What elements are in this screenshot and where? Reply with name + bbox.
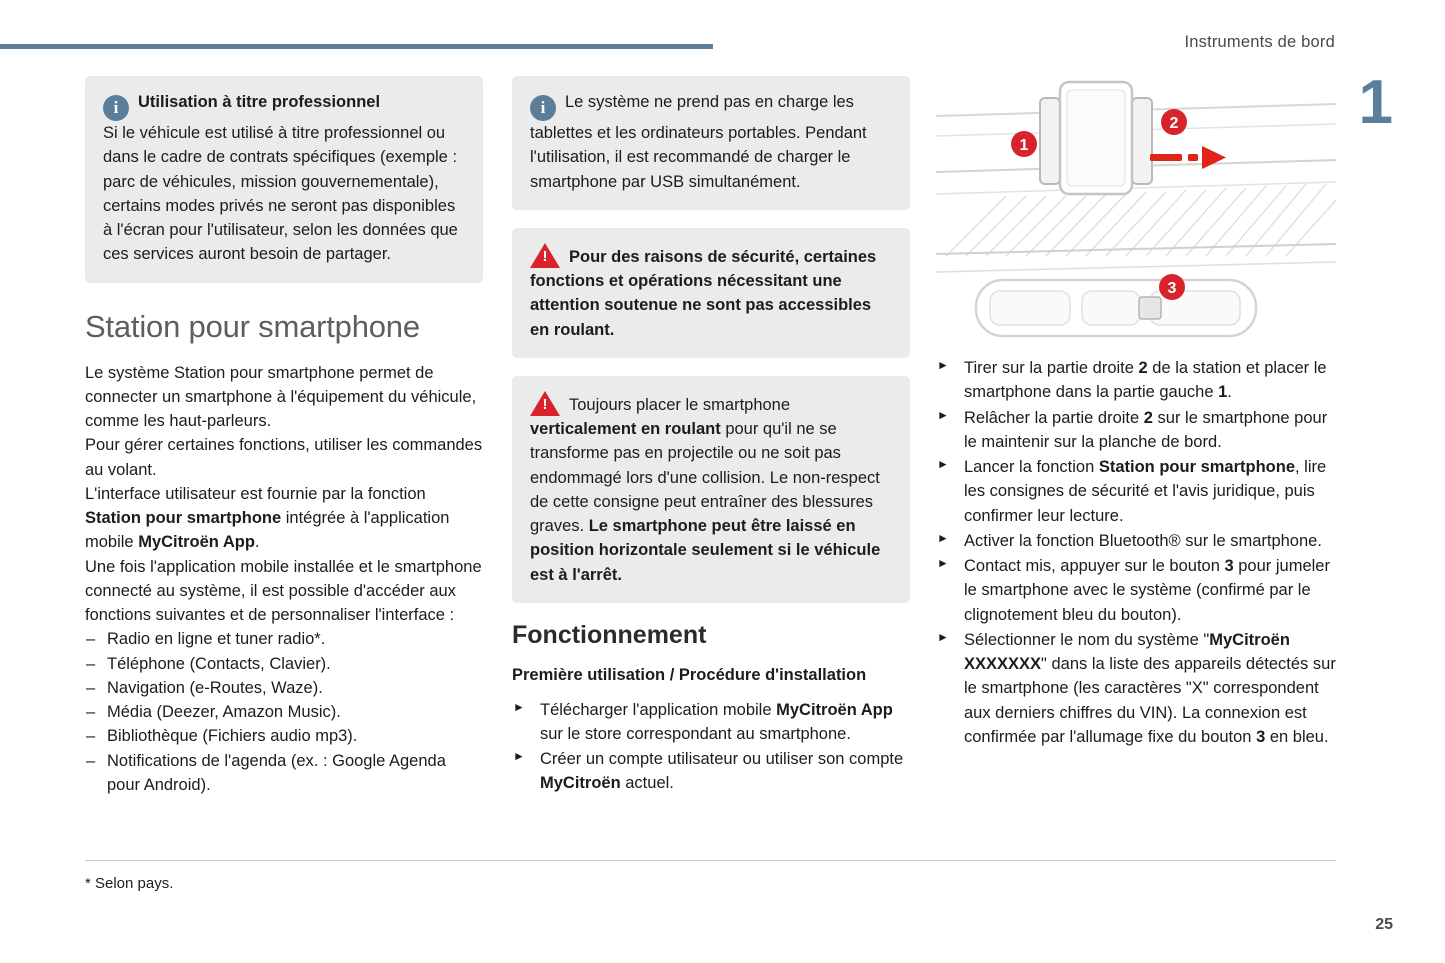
section-title-station: Station pour smartphone xyxy=(85,308,420,344)
step-a: Activer la fonction Bluetooth® sur le smartphone. xyxy=(964,531,1322,550)
safety-warning-callout-2 xyxy=(512,376,910,603)
warn2-b: verticalement en roulant xyxy=(530,420,721,438)
header-rule xyxy=(0,44,713,49)
list-item xyxy=(512,747,910,796)
list-item: – Notifications de l'agenda (ex. : Google Agenda pour Android). xyxy=(85,749,483,798)
list-item: – Média (Deezer, Amazon Music). xyxy=(85,700,483,724)
station-paragraph-4: Une fois l'application mobile installée et le smartphone connecté au système, il est possible d'accéder aux fonctions suivantes et de personnaliser l'interface : xyxy=(85,557,482,624)
install-steps-list xyxy=(512,698,910,796)
warn2-d: Le smartphone peut être laissé en position horizontale seulement si le véhicule est à l'arrêt. xyxy=(530,517,881,584)
step-a: Sélectionner le nom du système " xyxy=(964,630,1210,649)
step-b: Station pour smartphone xyxy=(1098,458,1296,476)
step-a: Tirer sur la partie droite xyxy=(964,359,1139,377)
p3-c: intégrée à l'application mobile xyxy=(85,509,450,552)
step-e: en bleu. xyxy=(1265,727,1329,746)
safety-warning-callout-1 xyxy=(512,228,910,358)
footer-rule xyxy=(85,860,1336,861)
list-item xyxy=(936,455,1336,528)
list-item: – Téléphone (Contacts, Clavier). xyxy=(85,652,483,676)
warning-icon: ! xyxy=(530,242,560,268)
list-item: – Navigation (e-Routes, Waze). xyxy=(85,676,483,700)
step-b: 2 xyxy=(1138,359,1148,377)
step-a: Télécharger l'application mobile xyxy=(540,700,777,719)
step-c: " dans la liste des appareils détectés sur le smartphone (les caractères "X" correspondent aux derniers chiffres du VIN). La connexion est confirmée par l'allumage fixe du bouton xyxy=(964,655,1336,746)
page-header-title: Instruments de bord xyxy=(1184,33,1335,51)
chapter-number: 1 xyxy=(1358,68,1393,137)
tablet-support-text xyxy=(530,90,892,194)
p3-b: Station pour smartphone xyxy=(85,509,282,527)
step-c: actuel. xyxy=(620,774,674,793)
list-item xyxy=(936,356,1336,405)
tablet-support-callout xyxy=(512,76,910,210)
step-d: 1 xyxy=(1218,383,1228,402)
smartphone-station-dashboard-illustration xyxy=(936,76,1336,346)
station-paragraph-3 xyxy=(85,482,483,555)
step-b: MyCitroën XXXXXXX xyxy=(964,630,1290,673)
list-item xyxy=(936,529,1336,553)
svg-text:3: 3 xyxy=(1167,280,1177,297)
step-b: 2 xyxy=(1143,408,1153,427)
step-b: MyCitroën App xyxy=(776,700,893,719)
list-item xyxy=(936,554,1336,627)
safety-warning-text-2 xyxy=(530,390,892,587)
step-b: MyCitroën xyxy=(540,774,621,793)
step-a: Lancer la fonction xyxy=(964,458,1099,476)
subsection-title-premiere-utilisation: Première utilisation / Procédure d'installation xyxy=(512,665,867,684)
step-c: de la station et placer le smartphone dans la partie gauche xyxy=(964,359,1327,402)
svg-text:1: 1 xyxy=(1019,137,1029,154)
professional-use-text xyxy=(103,90,465,267)
tablet-support-body: Le système ne prend pas en charge les tablettes et les ordinateurs portables. Pendant l'utilisation, il est recommandé de charger le smartphone par USB simultanément. xyxy=(530,93,867,191)
step-e: . xyxy=(1227,383,1232,402)
professional-use-body: Si le véhicule est utilisé à titre professionnel ou dans le cadre de contrats spécifiques (exemple : parc de véhicules, mission gouvernementale), certains modes privés ne seront pas disponibles à l'écran pour l'utilisateur, selon les données que ces services auront besoin de partager. xyxy=(103,124,458,264)
step-a: Contact mis, appuyer sur le bouton xyxy=(964,557,1225,575)
step-b: 3 xyxy=(1224,557,1234,575)
footnote: * Selon pays. xyxy=(85,875,174,892)
list-item xyxy=(936,406,1336,455)
usage-steps-list xyxy=(936,356,1336,749)
station-paragraph-1: Le système Station pour smartphone permet de connecter un smartphone à l'équipement du véhicule, comme les haut-parleurs. xyxy=(85,363,477,430)
step-c: sur le store correspondant au smartphone. xyxy=(540,724,851,743)
list-item xyxy=(936,628,1336,749)
professional-use-heading: Utilisation à titre professionnel xyxy=(138,93,381,111)
info-icon: i xyxy=(530,95,556,121)
p3-e: . xyxy=(254,533,260,552)
column-left xyxy=(85,76,483,797)
column-middle xyxy=(512,76,910,797)
step-c: , lire les consignes de sécurité et l'avis juridique, puis confirmer leur lecture. xyxy=(964,458,1327,525)
station-paragraph-2: Pour gérer certaines fonctions, utiliser les commandes au volant. xyxy=(85,436,483,479)
step-a: Créer un compte utilisateur ou utiliser son compte xyxy=(540,750,904,769)
section-title-fonctionnement: Fonctionnement xyxy=(512,620,707,649)
svg-text:2: 2 xyxy=(1169,115,1179,132)
column-right xyxy=(936,76,1336,750)
step-d: 3 xyxy=(1256,727,1266,746)
list-item: – Radio en ligne et tuner radio*. xyxy=(85,627,483,651)
warning-icon: ! xyxy=(530,390,560,416)
step-c: sur le smartphone pour le maintenir sur la planche de bord. xyxy=(964,408,1328,451)
list-item: – Bibliothèque (Fichiers audio mp3). xyxy=(85,724,483,748)
step-c: pour jumeler le smartphone avec le système (confirmé par le clignotement bleu du bouton). xyxy=(964,557,1330,624)
station-feature-list xyxy=(85,627,483,797)
safety-warning-body-1: Pour des raisons de sécurité, certaines fonctions et opérations nécessitant une attention soutenue ne sont pas accessibles en roulant. xyxy=(530,247,877,339)
p3-d: MyCitroën App xyxy=(138,533,255,552)
info-icon: i xyxy=(103,95,129,121)
page-number: 25 xyxy=(1375,916,1393,933)
safety-warning-text-1 xyxy=(530,242,892,342)
step-a: Relâcher la partie droite xyxy=(964,408,1144,427)
warn2-c: pour qu'il ne se transforme pas en projectile ou ne soit pas endommagé lors d'une collision. Le non-respect de cette consigne peut entraîner des blessures graves. xyxy=(530,420,880,535)
warn2-a: Toujours placer le smartphone xyxy=(569,395,791,414)
professional-use-callout xyxy=(85,76,483,283)
list-item xyxy=(512,698,910,747)
p3-a: L'interface utilisateur est fournie par la fonction xyxy=(85,484,426,503)
